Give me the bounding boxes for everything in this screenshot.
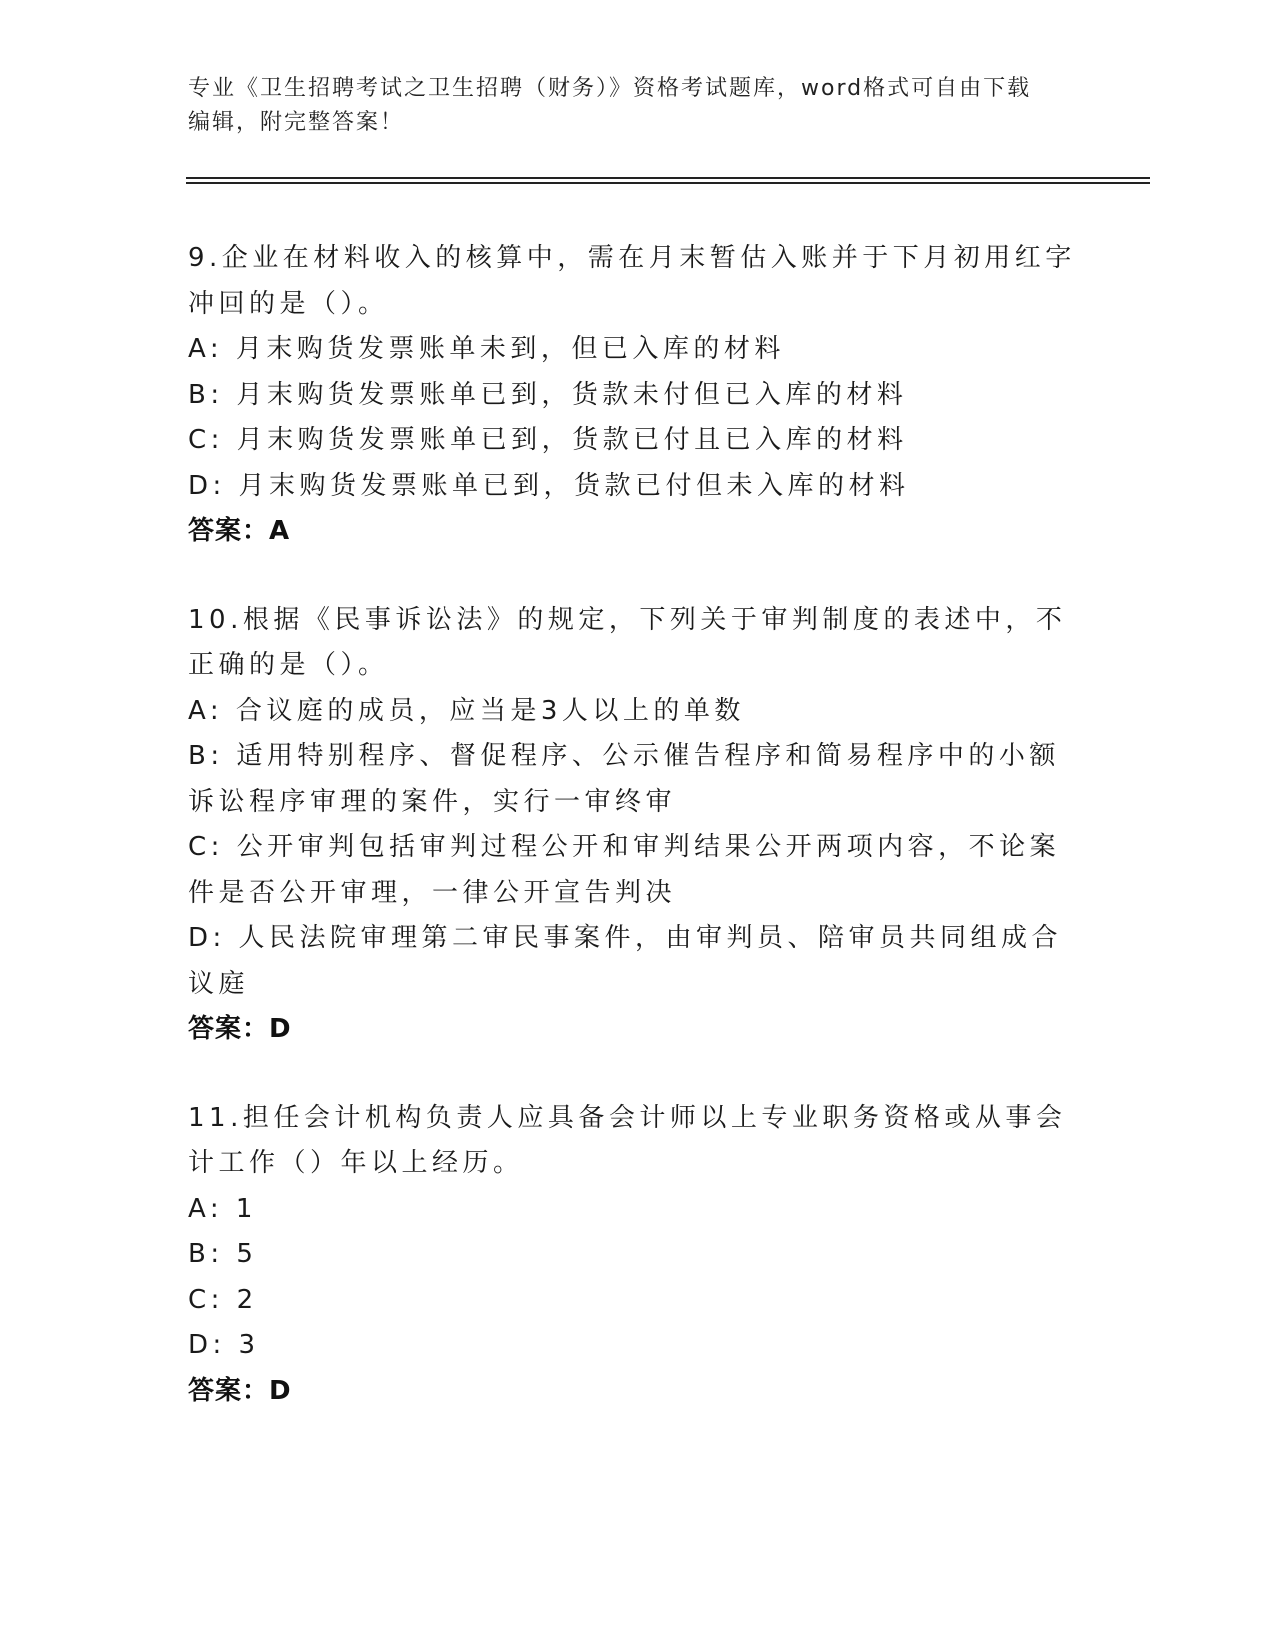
header-divider-bottom [186,182,1150,184]
header-line-2: 编辑，附完整答案！ [188,110,405,135]
option-b: B: 适用特别程序、督促程序、公示催告程序和简易程序中的小额诉讼程序审理的案件，实行一审终审 [188,741,1060,817]
answer-label: 答案：D [188,1014,292,1044]
option-b: B: 5 [188,1239,258,1269]
option-d: D: 月末购货发票账单已到，货款已付但未入库的材料 [188,470,910,501]
option-d: D: 3 [188,1330,260,1360]
option-c: C: 月末购货发票账单已到，货款已付且已入库的材料 [188,425,908,455]
question-stem: 10.根据《民事诉讼法》的规定，下列关于审判制度的表述中，不正确的是（）。 [188,604,1067,680]
option-a: A: 月末购货发票账单未到，但已入库的材料 [188,334,785,364]
question-9 [188,236,1078,555]
header-line-1: 专业《卫生招聘考试之卫生招聘（财务）》资格考试题库，word格式可自由下载 [188,76,1032,101]
header-divider-top [186,177,1150,179]
question-stem: 9.企业在材料收入的核算中，需在月末暂估入账并于下月初用红字冲回的是（）。 [188,243,1076,319]
option-a: A: 合议庭的成员，应当是3人以上的单数 [188,695,745,726]
option-c: C: 公开审判包括审判过程公开和审判结果公开两项内容，不论案件是否公开审理，一律公开宣告判决 [188,832,1061,908]
option-b: B: 月末购货发票账单已到，货款未付但已入库的材料 [188,379,908,410]
question-stem: 11.担任会计机构负责人应具备会计师以上专业职务资格或从事会计工作（）年以上经历。 [188,1102,1067,1178]
option-d: D: 人民法院审理第二审民事案件，由审判员、陪审员共同组成合议庭 [188,923,1063,999]
option-c: C: 2 [188,1284,258,1315]
answer-label: 答案：A [188,516,291,546]
question-11 [188,1096,1078,1415]
question-list [188,236,1078,1457]
document-header [188,72,1068,140]
answer-label: 答案：D [188,1375,292,1406]
option-a: A: 1 [188,1193,257,1224]
question-10 [188,598,1078,1053]
